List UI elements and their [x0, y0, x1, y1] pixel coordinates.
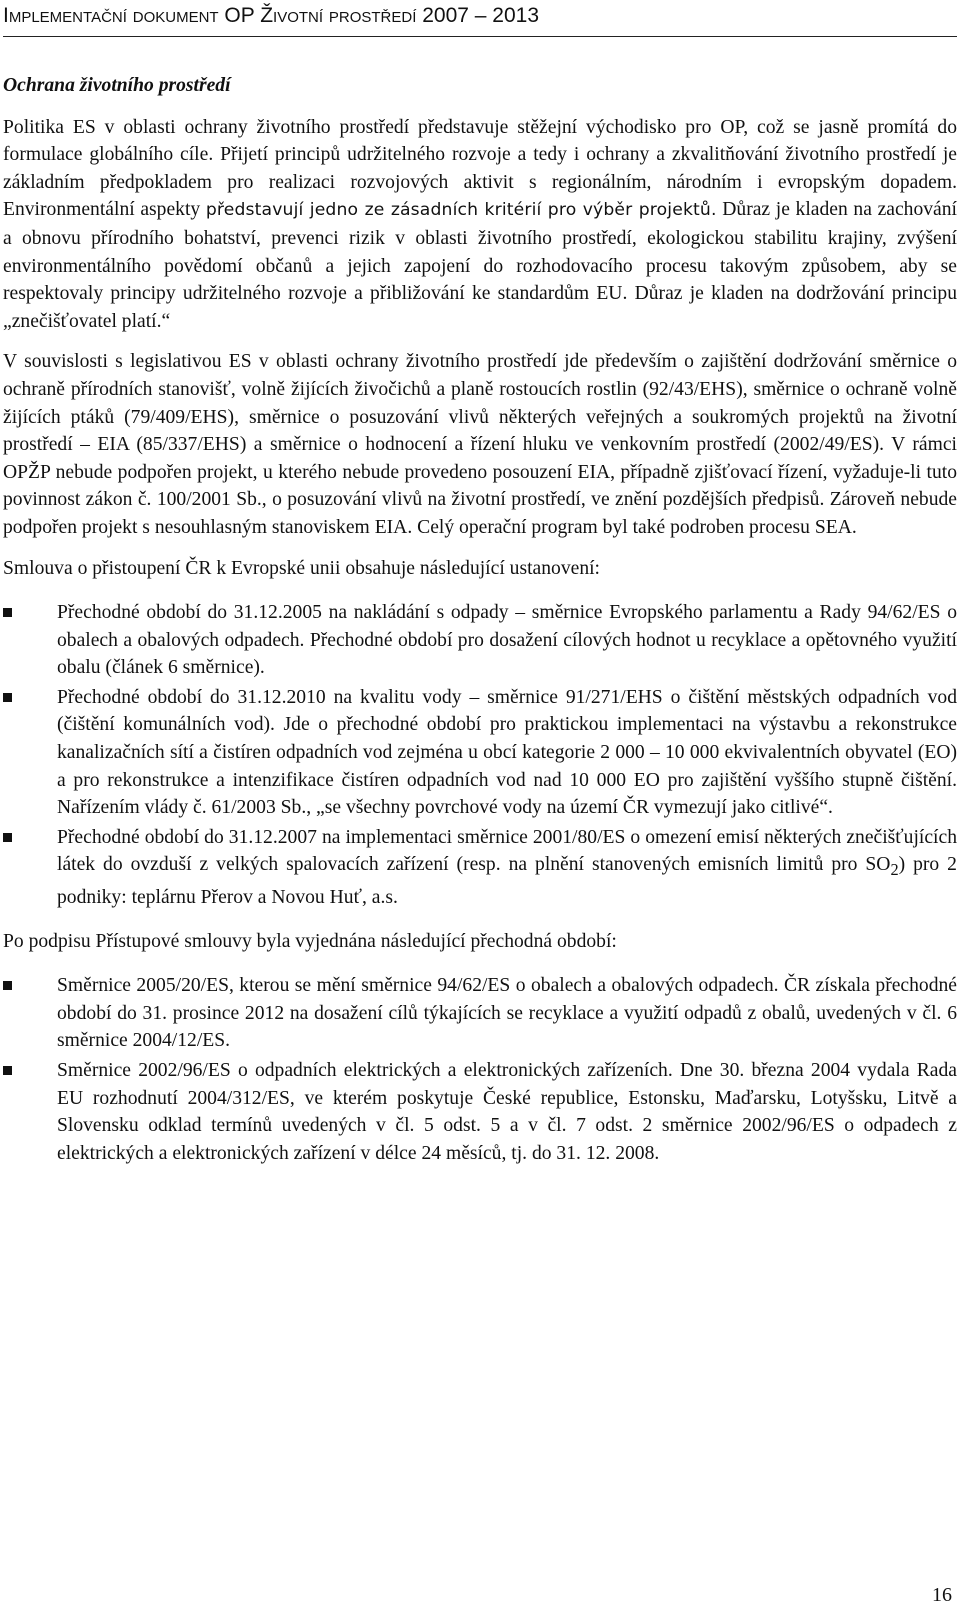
paragraph-policy-text-c: Důraz je kladen na zachování a obnovu přírodního bohatství, prevenci rizik v oblasti životního prostředí, ekologickou stabilitu krajiny, zvýšení environmentálního povědomí občanů a jejich zapojení do rozhodovacího procesu takovým způsobem, aby se respektovaly principy udržitelného rozvoje a přibližování ke standardům EU. Důraz je kladen na dodržování principu „znečišťovatel platí.“: [3, 199, 957, 332]
square-bullet-icon: [3, 981, 12, 990]
list-item-subscript: 2: [890, 860, 899, 880]
list-item: [3, 824, 957, 912]
header-period: 2007 – 2013: [416, 4, 540, 27]
list-item-text: Přechodné období do 31.12.2010 na kvalitu vody – směrnice 91/271/EHS o čištění městských odpadních vod (čištění komunálních vod). Jde o přechodné období pro praktickou implementaci na výstavbu a rekonstrukce kanalizačních sítí a čistíren odpadních vod zejména u obcí kategorie 2 000 – 10 000 ekvivalentních obyvatel (EO) a pro rekonstrukce a intenzifikace čistíren odpadních vod nad 10 000 EO pro zajištění vyššího stupně čištění. Nařízením vlády č. 61/2003 Sb., „se všechny povrchové vody na území ČR vymezují jako citlivé“.: [57, 686, 957, 819]
square-bullet-icon: [3, 693, 12, 702]
list-item: [3, 599, 957, 682]
paragraph-legislation: V souvislosti s legislativou ES v oblasti ochrany životního prostředí jde především o zajištění dodržování směrnice o ochraně přírodních stanovišť, volně žijících živočichů a planě rostoucích rostlin (92/43/EHS), směrnice o ochraně volně žijících ptáků (79/409/EHS), směrnice o posuzování vlivů některých veřejných a soukromých projektů na životní prostředí – EIA (85/337/EHS) a směrnice o hodnocení a řízení hluku ve venkovním prostředí (2002/49/ES). V rámci OPŽP nebude podpořen projekt, u kterého nebude provedeno posouzení EIA, případně zjišťovací řízení, vyžaduje-li tuto povinnost zákon č. 100/2001 Sb., o posuzování vlivů na životní prostředí, ve znění pozdějších předpisů. Zároveň nebude podpořen projekt s nesouhlasným stanoviskem EIA. Celý operační program byl také podroben procesu SEA.: [3, 351, 957, 538]
running-header: [3, 2, 943, 30]
transition-periods-list: [3, 972, 957, 1167]
header-divider: [3, 36, 957, 37]
main-content: [3, 72, 957, 1183]
list-item: [3, 684, 957, 822]
header-op: OP: [224, 4, 261, 27]
square-bullet-icon: [3, 833, 12, 842]
list-item-text: Přechodné období do 31.12.2005 na nakládání s odpady – směrnice Evropského parlamentu a Rady 94/62/ES o obalech a obalových odpadech. Přechodné období pro dosažení cílových hodnot u recyklace a opětovného využití obalu (článek 6 směrnice).: [57, 602, 957, 679]
section-heading: Ochrana životního prostředí: [3, 75, 231, 96]
header-program-name: Životní prostředí: [260, 4, 417, 27]
square-bullet-icon: [3, 608, 12, 617]
accession-treaty-list: [3, 599, 957, 911]
paragraph-policy-text-a: Politika ES v oblasti ochrany životního prostředí představuje stěžejní východisko pro OP, což se jasně promítá do formulace globálního cíle. Přijetí principů udržitelného rozvoje a tedy i ochrany a zkvalitňování životního prostředí je základním předpokladem pro realizaci rozvojových aktivit s regionálním, národním i evropským dopadem. Environmentální aspekty: [3, 116, 957, 221]
list-item: [3, 1057, 957, 1167]
paragraph-policy: [3, 114, 957, 336]
header-doc-type: Implementační dokument: [3, 4, 225, 27]
transition-periods-intro: Po podpisu Přístupové smlouvy byla vyjednána následující přechodná období:: [3, 930, 617, 952]
square-bullet-icon: [3, 1066, 12, 1075]
list-item-text-a: Přechodné období do 31.12.2007 na implementaci směrnice 2001/80/ES o omezení emisí některých znečišťujících látek do ovzduší z velkých spalovacích zařízení (resp. na plnění stanovených emisních limitů pro SO: [57, 826, 957, 876]
list-item: [3, 972, 957, 1055]
list-item-text: Směrnice 2005/20/ES, kterou se mění směrnice 94/62/ES o obalech a obalových odpadech. ČR získala přechodné období do 31. prosince 2012 na dosažení cílů týkajících se recyklace a využití odpadů z obalů, uvedených v čl. 6 směrnice 2004/12/ES.: [57, 975, 957, 1052]
list-item-text-b: ) pro 2 podniky: teplárnu Přerov a Novou Huť, a.s.: [57, 854, 957, 908]
accession-treaty-intro: Smlouva o přistoupení ČR k Evropské unii obsahuje následující ustanovení:: [3, 557, 600, 579]
paragraph-policy-text-b: představují jedno ze zásadních kritérií pro výběr projektů.: [205, 200, 717, 221]
page-number: 16: [932, 1584, 952, 1606]
list-item-text: Směrnice 2002/96/ES o odpadních elektrických a elektronických zařízeních. Dne 30. března 2004 vydala Rada EU rozhodnutí 2004/312/ES, ve kterém poskytuje České republice, Estonsku, Maďarsku, Lotyšsku, Litvě a Slovensku odklad termínů uvedených v čl. 5 odst. 5 a v čl. 7 odst. 2 směrnice 2002/96/ES o odpadech z elektrických a elektronických zařízení v délce 24 měsíců, tj. do 31. 12. 2008.: [57, 1059, 957, 1164]
